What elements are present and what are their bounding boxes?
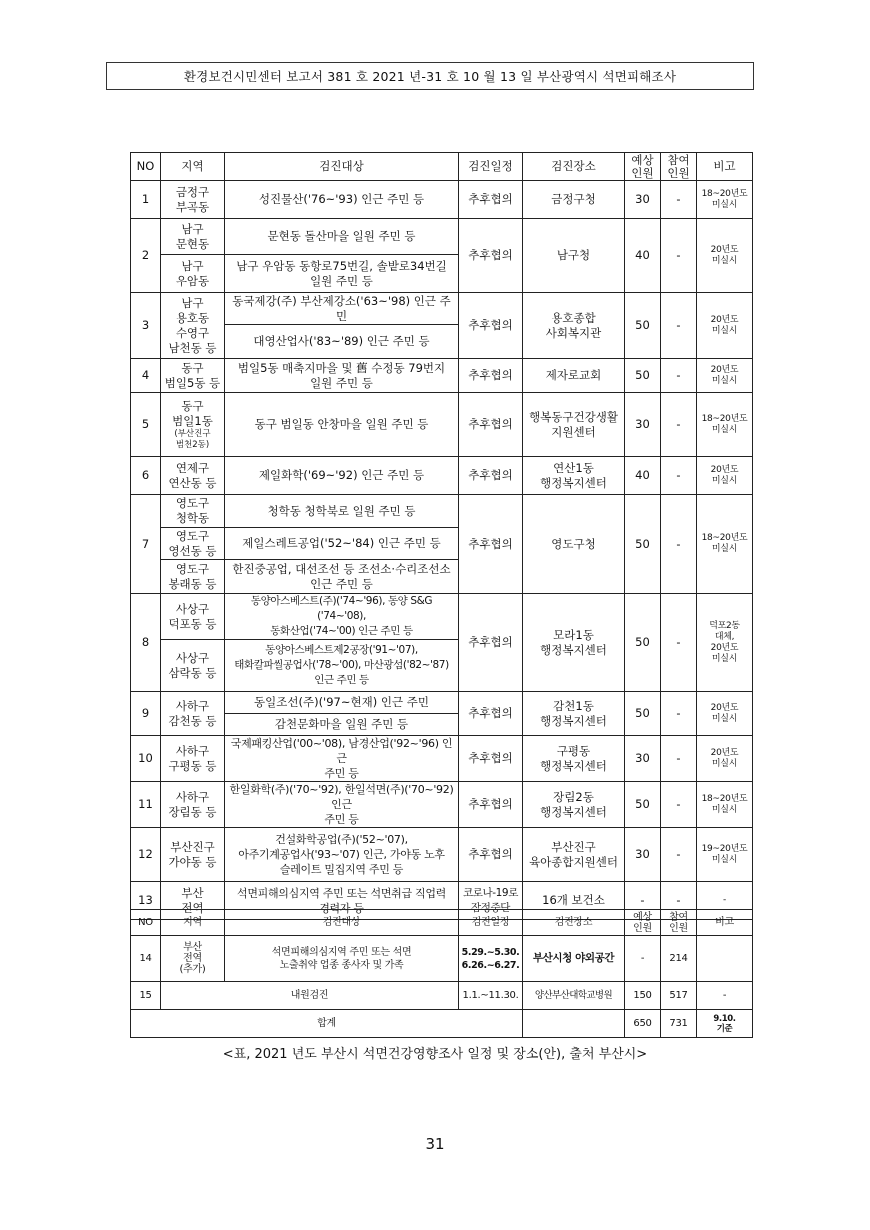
table-row (131, 692, 753, 714)
row-note: 19~20년도 미실시 (697, 828, 753, 882)
row-place: 용호종합 사회복지관 (523, 293, 625, 359)
page-number: 31 (425, 1135, 445, 1153)
row-region: 남구 우암동 (161, 255, 225, 293)
row-no: 2 (131, 219, 161, 293)
row-region: 동구 범일5동 등 (161, 359, 225, 393)
header-region: 지역 (161, 910, 225, 936)
row-no: 6 (131, 457, 161, 495)
additional-schedule-table (130, 909, 753, 1038)
row-participated: - (661, 457, 697, 495)
row-no: 8 (131, 594, 161, 692)
row-place: 제자로교회 (523, 359, 625, 393)
header-expected: 예상 인원 (625, 153, 661, 181)
row-target: 동일조선(주)('97~현재) 인근 주민 (225, 692, 459, 714)
row-note: 20년도 미실시 (697, 457, 753, 495)
header-expected: 예상 인원 (625, 910, 661, 936)
row-date: 추후협의 (459, 692, 523, 736)
schedule-table (130, 152, 753, 920)
row-participated: - (661, 495, 697, 594)
row-date: 추후협의 (459, 457, 523, 495)
row-no: 14 (131, 936, 161, 982)
row-place: 부산진구 육아종합지원센터 (523, 828, 625, 882)
row-participated: - (661, 782, 697, 828)
row-note: - (697, 982, 753, 1010)
row-region: 사하구 구평동 등 (161, 736, 225, 782)
table-row (131, 181, 753, 219)
row-place: 16개 보건소 (523, 882, 625, 920)
row-region: 금정구 부곡동 (161, 181, 225, 219)
row-place: 감천1동 행정복지센터 (523, 692, 625, 736)
row-target: 제일화학('69~'92) 인근 주민 등 (225, 457, 459, 495)
table-row (131, 359, 753, 393)
table-row (131, 982, 753, 1010)
row-expected: 30 (625, 828, 661, 882)
table-row (131, 736, 753, 782)
row-place: 부산시청 야외공간 (523, 936, 625, 982)
row-no: 12 (131, 828, 161, 882)
table-header-row (131, 910, 753, 936)
row-expected: 150 (625, 982, 661, 1010)
report-header: 환경보건시민센터 보고서 381 호 2021 년-31 호 10 월 13 일 부산광역시 석면피해조사 (106, 62, 754, 90)
row-target: 내원검진 (161, 982, 459, 1010)
header-participated: 참여 인원 (661, 910, 697, 936)
row-region: 연제구 연산동 등 (161, 457, 225, 495)
row-date: 추후협의 (459, 219, 523, 293)
row-no: 5 (131, 393, 161, 457)
header-no: NO (131, 910, 161, 936)
header-note: 비고 (697, 910, 753, 936)
row-participated: - (661, 219, 697, 293)
row-no: 7 (131, 495, 161, 594)
row-region: 부산 전역 (161, 882, 225, 920)
table-row (131, 293, 753, 325)
row-expected: - (625, 936, 661, 982)
row-target: 성진물산('76~'93) 인근 주민 등 (225, 181, 459, 219)
row-target: 동국제강(주) 부산제강소('63~'98) 인근 주민 (225, 293, 459, 325)
table-caption: <표, 2021 년도 부산시 석면건강영향조사 일정 및 장소(안), 출처 부산시> (222, 1047, 648, 1062)
row-no: 10 (131, 736, 161, 782)
row-target: 범일5동 매축지마을 및 舊 수정동 79번지 일원 주민 등 (225, 359, 459, 393)
row-no: 9 (131, 692, 161, 736)
row-note: 20년도 미실시 (697, 359, 753, 393)
row-region (161, 393, 225, 457)
row-target: 석면피해의심지역 주민 또는 석면 노출취약 업종 종사자 및 가족 (225, 936, 459, 982)
row-participated: - (661, 828, 697, 882)
row-place: 장림2동 행정복지센터 (523, 782, 625, 828)
row-note (697, 936, 753, 982)
row-participated: 214 (661, 936, 697, 982)
row-expected: 30 (625, 736, 661, 782)
row-target: 동구 범일동 안창마을 일원 주민 등 (225, 393, 459, 457)
table-row (131, 782, 753, 828)
row-place: 영도구청 (523, 495, 625, 594)
row-date: 추후협의 (459, 181, 523, 219)
row-no: 13 (131, 882, 161, 920)
row-no: 15 (131, 982, 161, 1010)
row-note: - (697, 882, 753, 920)
row-date: 5.29.~5.30. 6.26.~6.27. (459, 936, 523, 982)
row-target: 동양아스베스트(주)('74~'96), 동양 S&G ('74~'08), 동화산업('74~'00) 인근 주민 등 (225, 594, 459, 640)
row-expected: 50 (625, 495, 661, 594)
row-expected: 30 (625, 393, 661, 457)
table-row (131, 219, 753, 255)
row-target: 석면피해의심지역 주민 또는 석면취급 직업력 경력자 등 (225, 882, 459, 920)
row-participated: - (661, 181, 697, 219)
region-sub-note: (부산진구 범천2동) (174, 428, 211, 450)
table-row (131, 495, 753, 528)
row-note: 덕포2동 대체, 20년도 미실시 (697, 594, 753, 692)
row-note: 20년도 미실시 (697, 293, 753, 359)
row-note: 18~20년도 미실시 (697, 181, 753, 219)
row-expected: 40 (625, 457, 661, 495)
header-place: 검진장소 (523, 153, 625, 181)
row-target: 한진중공업, 대선조선 등 조선소·수리조선소 인근 주민 등 (225, 560, 459, 594)
table-row (131, 828, 753, 882)
row-place: 양산부산대학교병원 (523, 982, 625, 1010)
row-target: 문현동 돌산마을 일원 주민 등 (225, 219, 459, 255)
row-target: 건설화학공업(주)('52~'07), 아주기계공업사('93~'07) 인근, 가야동 노후 슬레이트 밀집지역 주민 등 (225, 828, 459, 882)
total-row (131, 1010, 753, 1038)
row-note: 18~20년도 미실시 (697, 782, 753, 828)
row-region: 사하구 장림동 등 (161, 782, 225, 828)
row-target: 대영산업사('83~'89) 인근 주민 등 (225, 325, 459, 359)
row-target: 청학동 청학북로 일원 주민 등 (225, 495, 459, 528)
header-target: 검진대상 (225, 910, 459, 936)
row-note: 20년도 미실시 (697, 219, 753, 293)
row-note: 18~20년도 미실시 (697, 393, 753, 457)
row-expected: 50 (625, 293, 661, 359)
row-place: 구평동 행정복지센터 (523, 736, 625, 782)
header-place: 검진장소 (523, 910, 625, 936)
row-expected: 50 (625, 692, 661, 736)
row-participated: - (661, 359, 697, 393)
row-expected: 50 (625, 782, 661, 828)
row-note: 20년도 미실시 (697, 692, 753, 736)
header-region: 지역 (161, 153, 225, 181)
row-date: 추후협의 (459, 782, 523, 828)
row-region: 부산 전역 (추가) (161, 936, 225, 982)
row-expected: - (625, 882, 661, 920)
row-region: 영도구 봉래동 등 (161, 560, 225, 594)
row-participated: - (661, 594, 697, 692)
header-date: 검진일정 (459, 910, 523, 936)
row-date: 추후협의 (459, 828, 523, 882)
row-place: 연산1동 행정복지센터 (523, 457, 625, 495)
row-region: 부산진구 가야동 등 (161, 828, 225, 882)
table-header-row (131, 153, 753, 181)
row-date: 추후협의 (459, 293, 523, 359)
row-date: 추후협의 (459, 736, 523, 782)
table-row (131, 936, 753, 982)
row-target: 국제패킹산업('00~'08), 남경산업('92~'96) 인근 주민 등 (225, 736, 459, 782)
header-date: 검진일정 (459, 153, 523, 181)
row-date: 추후협의 (459, 594, 523, 692)
header-no: NO (131, 153, 161, 181)
row-date: 코로나-19로 잠정중단 (459, 882, 523, 920)
row-region: 사하구 감천동 등 (161, 692, 225, 736)
row-no: 1 (131, 181, 161, 219)
row-no: 11 (131, 782, 161, 828)
region-name: 동구 범일1동 (172, 398, 213, 428)
row-place: 행복동구건강생활 지원센터 (523, 393, 625, 457)
total-empty-cell (523, 1010, 625, 1038)
row-target: 동양아스베스트제2공장('91~'07), 태화칼파씰공업사('78~'00), 마산광섬('82~'87) 인근 주민 등 (225, 640, 459, 692)
row-no: 4 (131, 359, 161, 393)
row-note: 18~20년도 미실시 (697, 495, 753, 594)
row-place: 모라1동 행정복지센터 (523, 594, 625, 692)
row-region: 남구 문현동 (161, 219, 225, 255)
row-participated: - (661, 736, 697, 782)
row-participated: - (661, 393, 697, 457)
row-region: 영도구 영선동 등 (161, 528, 225, 560)
header-participated: 참여 인원 (661, 153, 697, 181)
row-expected: 50 (625, 359, 661, 393)
row-target: 한일화학(주)('70~'92), 한일석면(주)('70~'92) 인근 주민 등 (225, 782, 459, 828)
total-participated: 731 (661, 1010, 697, 1038)
row-target: 감천문화마을 일원 주민 등 (225, 714, 459, 736)
table-row (131, 594, 753, 640)
total-note: 9.10. 기준 (697, 1010, 753, 1038)
row-date: 추후협의 (459, 495, 523, 594)
row-note: 20년도 미실시 (697, 736, 753, 782)
row-expected: 40 (625, 219, 661, 293)
table-row (131, 457, 753, 495)
row-region: 영도구 청학동 (161, 495, 225, 528)
header-note: 비고 (697, 153, 753, 181)
row-region: 사상구 삼락동 등 (161, 640, 225, 692)
row-target: 제일스레트공업('52~'84) 인근 주민 등 (225, 528, 459, 560)
row-region: 사상구 덕포동 등 (161, 594, 225, 640)
row-participated: - (661, 692, 697, 736)
row-participated: 517 (661, 982, 697, 1010)
row-region: 남구 용호동 수영구 남천동 등 (161, 293, 225, 359)
total-label: 합계 (131, 1010, 523, 1038)
table-row (131, 393, 753, 457)
row-date: 추후협의 (459, 393, 523, 457)
row-target: 남구 우암동 동항로75번길, 솔밭로34번길 일원 주민 등 (225, 255, 459, 293)
row-participated: - (661, 293, 697, 359)
row-date: 1.1.~11.30. (459, 982, 523, 1010)
row-expected: 50 (625, 594, 661, 692)
row-no: 3 (131, 293, 161, 359)
header-target: 검진대상 (225, 153, 459, 181)
row-place: 금정구청 (523, 181, 625, 219)
total-expected: 650 (625, 1010, 661, 1038)
row-expected: 30 (625, 181, 661, 219)
row-date: 추후협의 (459, 359, 523, 393)
row-participated: - (661, 882, 697, 920)
row-place: 남구청 (523, 219, 625, 293)
